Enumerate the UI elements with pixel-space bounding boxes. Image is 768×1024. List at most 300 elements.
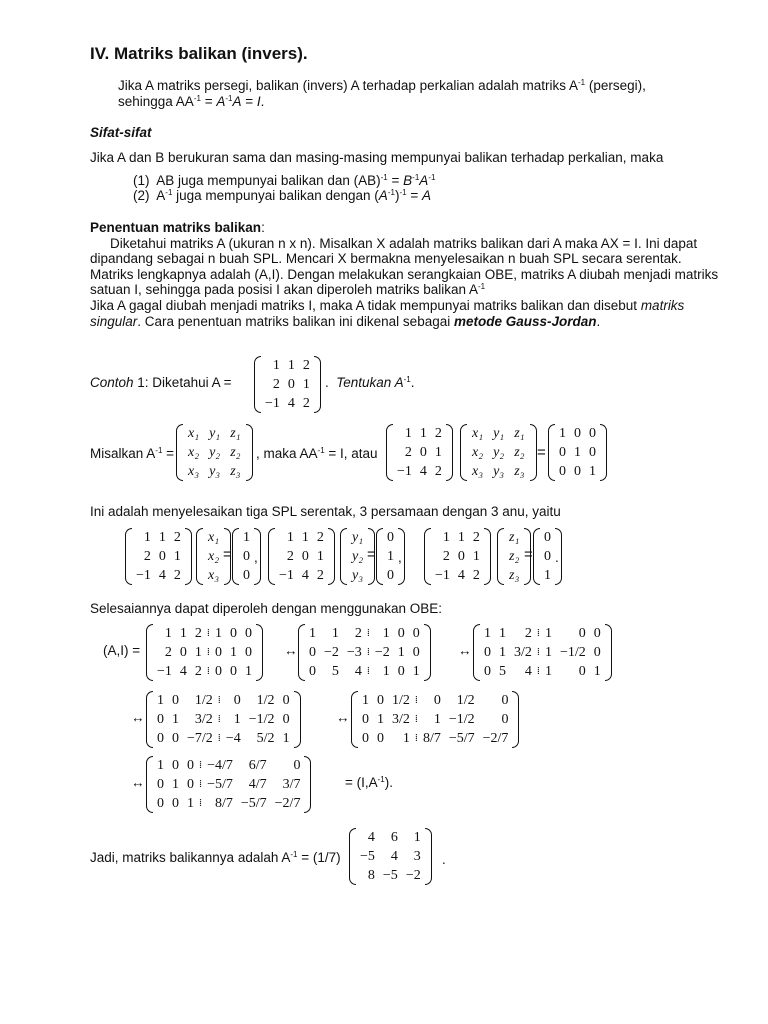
matrix-cell: 4 — [287, 396, 295, 411]
left-bracket — [232, 528, 239, 585]
matrix-row — [540, 528, 555, 547]
matrix-cell: 2 — [472, 568, 480, 583]
matrix-cell: 1 — [499, 626, 506, 641]
matrix-A-spl2 — [268, 528, 335, 585]
matrix-cell: 0 — [172, 693, 179, 708]
sup: -1 — [577, 78, 586, 87]
matrix-cell: 4/7 — [248, 777, 267, 792]
matrix-cell: 4 — [390, 849, 398, 864]
matrix-row — [431, 566, 484, 585]
penentuan-p5 — [90, 297, 684, 314]
intro-line-2: sehingga $AA^{-1} = A^{-1}A = I$. — [118, 94, 265, 109]
matrix-row — [153, 756, 304, 775]
matrix-grid — [275, 528, 328, 585]
matrix-row — [239, 547, 254, 566]
matrix-cell: 2 — [302, 358, 310, 373]
matrix-cell: 1 — [574, 445, 581, 460]
matrix-step-3 — [146, 691, 301, 748]
matrix-step-5 — [146, 756, 311, 813]
matrix-grid — [540, 528, 555, 585]
matrix-row — [261, 394, 314, 413]
augment-separator: ⁞ — [206, 646, 210, 658]
matrix-row — [480, 624, 605, 643]
matrix-cell: 0 — [309, 645, 316, 660]
matrix-row — [132, 566, 185, 585]
matrix-cell: 0 — [387, 568, 394, 583]
matrix-cell: 0 — [187, 777, 194, 792]
matrix-cell: y₃ — [493, 464, 505, 479]
matrix-grid — [153, 756, 304, 813]
matrix-cell: 0 — [377, 731, 384, 746]
jadi-word: Jadi, matriks balikannya adalah A — [90, 850, 291, 865]
matrix-cell: 0 — [233, 693, 241, 708]
matrix-row — [504, 528, 524, 547]
matrix-row — [504, 547, 524, 566]
matrix-grid — [555, 424, 600, 481]
matrix-cell: 1 — [387, 549, 394, 564]
matrix-cell: 1 — [593, 664, 601, 679]
equals-sign: = — [537, 444, 546, 461]
matrix-cell: −1/2 — [248, 712, 275, 727]
matrix-cell: 1 — [484, 626, 491, 641]
augment-separator: ⁞ — [536, 646, 540, 658]
matrix-cell: z₁ — [230, 426, 241, 441]
left-bracket — [473, 624, 480, 681]
matrix-cell: −2 — [374, 645, 390, 660]
right-bracket — [185, 528, 192, 585]
left-bracket — [176, 424, 183, 481]
right-bracket — [424, 624, 431, 681]
matrix-cell: 0 — [578, 664, 586, 679]
left-bracket — [298, 624, 305, 681]
penentuan-p4: satuan I, sehingga pada posisi I akan diperoleh matriks balikan $A^{-1}$ — [90, 282, 486, 297]
sifat-item-2: (2) $A^{-1}$ juga mempunyai balikan dengan $(A^{-1})^{-1} = A$ — [133, 188, 431, 203]
matrix-cell: 3/2 — [194, 712, 213, 727]
period: . — [442, 852, 446, 867]
matrix-cell: 1 — [472, 549, 480, 564]
p6-text: . Cara penentuan matriks balikan ini dikenal sebagai — [137, 314, 451, 329]
matrix-grid — [383, 528, 398, 585]
matrix-row — [356, 828, 425, 847]
matrix-cell: 0 — [578, 626, 586, 641]
right-bracket — [484, 528, 491, 585]
augment-separator: ⁞ — [206, 665, 210, 677]
matrix-cell: 2 — [286, 549, 294, 564]
matrix-cell: 0 — [412, 645, 420, 660]
matrix-cell: 1 — [187, 796, 194, 811]
matrix-cell: 1 — [331, 626, 339, 641]
contoh-tentukan: . Tentukan $A^{-1}$. — [325, 375, 415, 390]
matrix-cell: 2 — [442, 549, 450, 564]
matrix-grid — [480, 624, 605, 681]
matrix-grid — [203, 528, 224, 585]
matrix-row — [480, 662, 605, 681]
right-bracket — [600, 424, 607, 481]
matrix-cell: 4 — [179, 664, 187, 679]
matrix-cell: 2 — [194, 664, 202, 679]
equiv-arrow: ↔ — [131, 710, 145, 725]
misalkan-word: Misalkan A — [90, 446, 156, 461]
matrix-row — [393, 424, 446, 443]
right-bracket — [314, 356, 321, 413]
matrix-row — [480, 643, 605, 662]
p4-text: satuan I, sehingga pada posisi I akan diperoleh matriks balikan A — [90, 282, 478, 297]
left-bracket — [268, 528, 275, 585]
matrix-cell: 0 — [593, 645, 601, 660]
matrix-cell: x₃ — [472, 464, 484, 479]
matrix-row — [555, 462, 600, 481]
matrix-cell: z₂ — [514, 445, 525, 460]
left-bracket — [497, 528, 504, 585]
matrix-cell: 1 — [172, 712, 179, 727]
matrix-cell: −4/7 — [207, 758, 233, 773]
matrix-row — [347, 547, 368, 566]
matrix-cell: 1 — [286, 530, 294, 545]
matrix-cell: −1 — [279, 568, 294, 583]
sifat-item-1: (1) AB juga mempunyai balikan dan $(AB)^{-1} = B^{-1}A^{-1}$ — [133, 173, 436, 188]
misalkan-text: Misalkan $A^{-1}$ = — [90, 446, 175, 461]
matrix-cell: 2 — [302, 396, 310, 411]
obe-text: Selesaiannya dapat diperoleh dengan menggunakan OBE: — [90, 601, 443, 616]
matrix-row — [203, 566, 224, 585]
matrix-row — [383, 547, 398, 566]
jadi-factor: = (1/7) — [297, 850, 341, 865]
sifat-title: Sifat-sifat — [90, 125, 152, 140]
matrix-row — [356, 866, 425, 885]
matrix-cell: x₃ — [208, 568, 220, 583]
p6-emphasis: singular — [90, 314, 138, 329]
intro-line-2-text: sehingga AA — [118, 94, 194, 109]
matrix-cell: 4 — [457, 568, 465, 583]
matrix-cell: 0 — [293, 758, 301, 773]
matrix-cell: 2 — [472, 530, 480, 545]
left-bracket — [376, 528, 383, 585]
matrix-cell: z₃ — [230, 464, 241, 479]
matrix-A-contoh — [254, 356, 321, 413]
augment-separator: ⁞ — [217, 732, 221, 744]
left-bracket — [125, 528, 132, 585]
matrix-row — [153, 729, 294, 748]
item-text: AB juga mempunyai balikan dan (AB) — [156, 173, 381, 188]
matrix-cell: 1/2 — [456, 693, 475, 708]
matrix-cell: 2 — [194, 626, 202, 641]
matrix-row — [467, 443, 530, 462]
matrix-cell: 0 — [214, 664, 222, 679]
matrix-row — [305, 662, 424, 681]
maka-word: , maka AA — [256, 446, 318, 461]
matrix-cell: 1 — [589, 464, 596, 479]
augment-separator: ⁞ — [536, 665, 540, 677]
left-bracket — [146, 624, 153, 681]
matrix-cell: 1 — [402, 731, 410, 746]
matrix-cell: 0 — [157, 796, 164, 811]
matrix-row — [183, 424, 246, 443]
matrix-row — [153, 710, 294, 729]
matrix-cell: −5 — [382, 868, 398, 883]
matrix-cell: 2 — [434, 464, 442, 479]
matrix-cell: 1 — [457, 530, 465, 545]
augment-separator: ⁞ — [366, 646, 370, 658]
matrix-cell: −1 — [397, 464, 412, 479]
matrix-cell: 1 — [413, 830, 421, 845]
matrix-cell: 0 — [157, 777, 164, 792]
matrix-cell: 0 — [559, 464, 566, 479]
left-bracket — [351, 691, 358, 748]
matrix-cell: 0 — [433, 693, 441, 708]
matrix-row — [383, 566, 398, 585]
left-bracket — [196, 528, 203, 585]
matrix-cell: 1/2 — [392, 693, 410, 708]
matrix-cell: z₃ — [514, 464, 525, 479]
matrix-cell: 0 — [214, 645, 222, 660]
matrix-cell: 0 — [501, 712, 509, 727]
matrix-cell: 5 — [331, 664, 339, 679]
matrix-row — [132, 528, 185, 547]
matrix-step-1 — [298, 624, 431, 681]
matrix-cell: 0 — [589, 445, 596, 460]
matrix-cell: 3 — [413, 849, 421, 864]
matrix-cell: 0 — [574, 426, 581, 441]
matrix-cell: 1 — [419, 426, 427, 441]
matrix-row — [467, 424, 530, 443]
matrix-cell: −1 — [265, 396, 280, 411]
matrix-row — [203, 528, 224, 547]
matrix-row — [239, 566, 254, 585]
matrix-cell: x₂ — [472, 445, 484, 460]
matrix-cell: 1 — [158, 530, 166, 545]
matrix-cell: 1 — [302, 377, 310, 392]
matrix-row — [540, 547, 555, 566]
matrix-cell: 0 — [158, 549, 166, 564]
matrix-cell: 1 — [309, 626, 316, 641]
right-bracket — [446, 424, 453, 481]
matrix-cell: 1 — [164, 626, 172, 641]
intro-text-end: (persegi), — [585, 78, 646, 93]
matrix-row — [275, 528, 328, 547]
matrix-grid — [153, 691, 294, 748]
matrix-cell: 4 — [524, 664, 532, 679]
matrix-grid — [183, 424, 246, 481]
right-bracket — [530, 424, 537, 481]
matrix-row — [275, 547, 328, 566]
matrix-cell: −2/7 — [482, 731, 509, 746]
matrix-cell: 5 — [499, 664, 506, 679]
matrix-cell: y₃ — [209, 464, 221, 479]
matrix-cell: y₁ — [493, 426, 505, 441]
matrix-cell: 1 — [434, 445, 442, 460]
matrix-row — [555, 424, 600, 443]
matrix-cell: 1 — [229, 645, 237, 660]
matrix-cell: 8 — [367, 868, 375, 883]
matrix-cell: z₂ — [509, 549, 520, 564]
matrix-grid — [261, 356, 314, 413]
matrix-cell: 3/7 — [282, 777, 301, 792]
matrix-row — [153, 624, 256, 643]
matrix-grid — [393, 424, 446, 481]
matrix-cell: −3 — [346, 645, 362, 660]
matrix-cell: 1 — [287, 358, 295, 373]
matrix-row — [261, 356, 314, 375]
matrix-cell: y₁ — [352, 530, 364, 545]
matrix-cell: 0 — [544, 530, 551, 545]
augment-separator: ⁞ — [199, 797, 203, 809]
augment-separator: ⁞ — [366, 665, 370, 677]
right-bracket — [605, 624, 612, 681]
matrix-cell: 3/2 — [514, 645, 532, 660]
equals-sign: = — [524, 546, 533, 563]
augment-separator: ⁞ — [414, 732, 418, 744]
result-label: = $(I,A^{-1})$. — [345, 775, 394, 790]
right-bracket — [328, 528, 335, 585]
matrix-row — [431, 528, 484, 547]
matrix-cell: 0 — [282, 712, 290, 727]
penentuan-p1: Diketahui matriks A (ukuran n x n). Misalkan X adalah matriks balikan dari A maka AX = I. Ini dapat — [110, 236, 698, 251]
right-bracket — [246, 424, 253, 481]
matrix-grid — [356, 828, 425, 885]
contoh-label — [90, 375, 232, 390]
right-bracket — [294, 691, 301, 748]
matrix-cell: y₂ — [493, 445, 505, 460]
matrix-cell: 1 — [442, 530, 450, 545]
matrix-A-spl1 — [125, 528, 192, 585]
matrix-cell: x₂ — [208, 549, 220, 564]
matrix-row — [261, 375, 314, 394]
penentuan-p3: Matriks lengkapnya adalah (A,I). Dengan melakukan serangkaian OBE, matriks A diubah menjadi matriks — [90, 267, 719, 282]
left-bracket — [548, 424, 555, 481]
matrix-cell: 0 — [484, 664, 491, 679]
matrix-cell: 1 — [404, 426, 412, 441]
matrix-cell: 3/2 — [392, 712, 410, 727]
matrix-cell: x₁ — [208, 530, 220, 545]
matrix-cell: 2 — [434, 426, 442, 441]
matrix-cell: −1 — [136, 568, 151, 583]
matrix-cell: 1 — [559, 426, 566, 441]
augment-separator: ⁞ — [217, 713, 221, 725]
matrix-cell: 0 — [229, 626, 237, 641]
matrix-cell: 0 — [287, 377, 295, 392]
matrix-cell: 1 — [282, 731, 290, 746]
matrix-cell: 0 — [387, 530, 394, 545]
p5-emphasis: matriks — [640, 298, 685, 313]
matrix-cell: 5/2 — [256, 731, 275, 746]
matrix-cell: 0 — [362, 712, 369, 727]
matrix-cell: 2 — [404, 445, 412, 460]
left-bracket — [349, 828, 356, 885]
matrix-inverse — [349, 828, 432, 885]
p6-strong: metode Gauss-Jordan — [454, 314, 597, 329]
matrix-cell: 0 — [593, 626, 601, 641]
matrix-cell: −1 — [157, 664, 172, 679]
matrix-cell: 1 — [272, 358, 280, 373]
matrix-cell: 0 — [574, 464, 581, 479]
intro-text: Jika A matriks persegi, balikan (invers) A terhadap perkalian adalah matriks A — [118, 78, 578, 93]
matrix-cell: −5 — [360, 849, 375, 864]
equiv-arrow: ↔ — [336, 710, 350, 725]
matrix-cell: 2 — [143, 549, 151, 564]
matrix-A-spl3 — [424, 528, 491, 585]
tentukan-text: Tentukan A — [336, 375, 404, 390]
matrix-cell: 0 — [243, 568, 250, 583]
matrix-cell: 1 — [157, 693, 164, 708]
matrix-cell: 4 — [419, 464, 427, 479]
matrix-cell: 0 — [282, 693, 290, 708]
matrix-cell: 1 — [433, 712, 441, 727]
matrix-grid — [305, 624, 424, 681]
augment-separator: ⁞ — [206, 627, 210, 639]
matrix-row — [203, 547, 224, 566]
matrix-cell: 4 — [301, 568, 309, 583]
matrix-cell: −2 — [324, 645, 339, 660]
matrix-cell: 1 — [243, 530, 250, 545]
equals-sign: = — [223, 546, 232, 563]
matrix-cell: 6/7 — [248, 758, 267, 773]
matrix-cell: x₂ — [188, 445, 200, 460]
matrix-A-misalkan — [386, 424, 453, 481]
ai-label: (A,I) = — [103, 643, 141, 658]
matrix-cell: 1 — [157, 758, 164, 773]
matrix-cell: z₁ — [514, 426, 525, 441]
matrix-cell: 0 — [589, 426, 596, 441]
matrix-cell: z₂ — [230, 445, 241, 460]
maka-text: , maka $AA^{-1} = I$, atau — [256, 446, 378, 461]
section-heading: IV. Matriks balikan (invers). — [90, 44, 308, 63]
left-bracket — [146, 756, 153, 813]
comma: , — [398, 550, 402, 565]
matrix-cell: −7/2 — [187, 731, 213, 746]
left-bracket — [386, 424, 393, 481]
augment-separator: ⁞ — [217, 694, 221, 706]
matrix-cell: 1 — [382, 626, 390, 641]
matrix-cell: 1 — [172, 777, 179, 792]
left-bracket — [424, 528, 431, 585]
matrix-cell: 6 — [390, 830, 398, 845]
augment-separator: ⁞ — [199, 778, 203, 790]
matrix-cell: −5/7 — [240, 796, 267, 811]
matrix-grid — [153, 624, 256, 681]
matrix-cell: 0 — [157, 712, 164, 727]
matrix-cell: 0 — [172, 731, 179, 746]
matrix-step-4 — [351, 691, 519, 748]
right-bracket — [512, 691, 519, 748]
matrix-cell: 2 — [173, 568, 181, 583]
left-bracket — [533, 528, 540, 585]
matrix-cell: 1 — [233, 712, 241, 727]
right-bracket — [304, 756, 311, 813]
matrix-cell: y₂ — [209, 445, 221, 460]
matrix-cell: z₁ — [509, 530, 520, 545]
matrix-cell: 0 — [559, 445, 566, 460]
matrix-row — [153, 794, 304, 813]
matrix-cell: −1/2 — [448, 712, 475, 727]
right-bracket — [425, 828, 432, 885]
matrix-cell: 1 — [544, 664, 552, 679]
contoh-word: Contoh — [90, 375, 134, 390]
matrix-cell: −2 — [405, 868, 421, 883]
matrix-grid — [239, 528, 254, 585]
matrix-cell: 4 — [158, 568, 166, 583]
augment-separator: ⁞ — [199, 759, 203, 771]
matrix-cell: 1 — [499, 645, 506, 660]
matrix-cell: 2 — [173, 530, 181, 545]
matrix-row — [305, 624, 424, 643]
matrix-cell: 2 — [164, 645, 172, 660]
matrix-cell: z₃ — [509, 568, 520, 583]
matrix-cell: 2 — [354, 626, 362, 641]
matrix-cell: 1 — [244, 664, 252, 679]
matrix-row — [358, 710, 512, 729]
matrix-row — [467, 462, 530, 481]
matrix-row — [183, 443, 246, 462]
